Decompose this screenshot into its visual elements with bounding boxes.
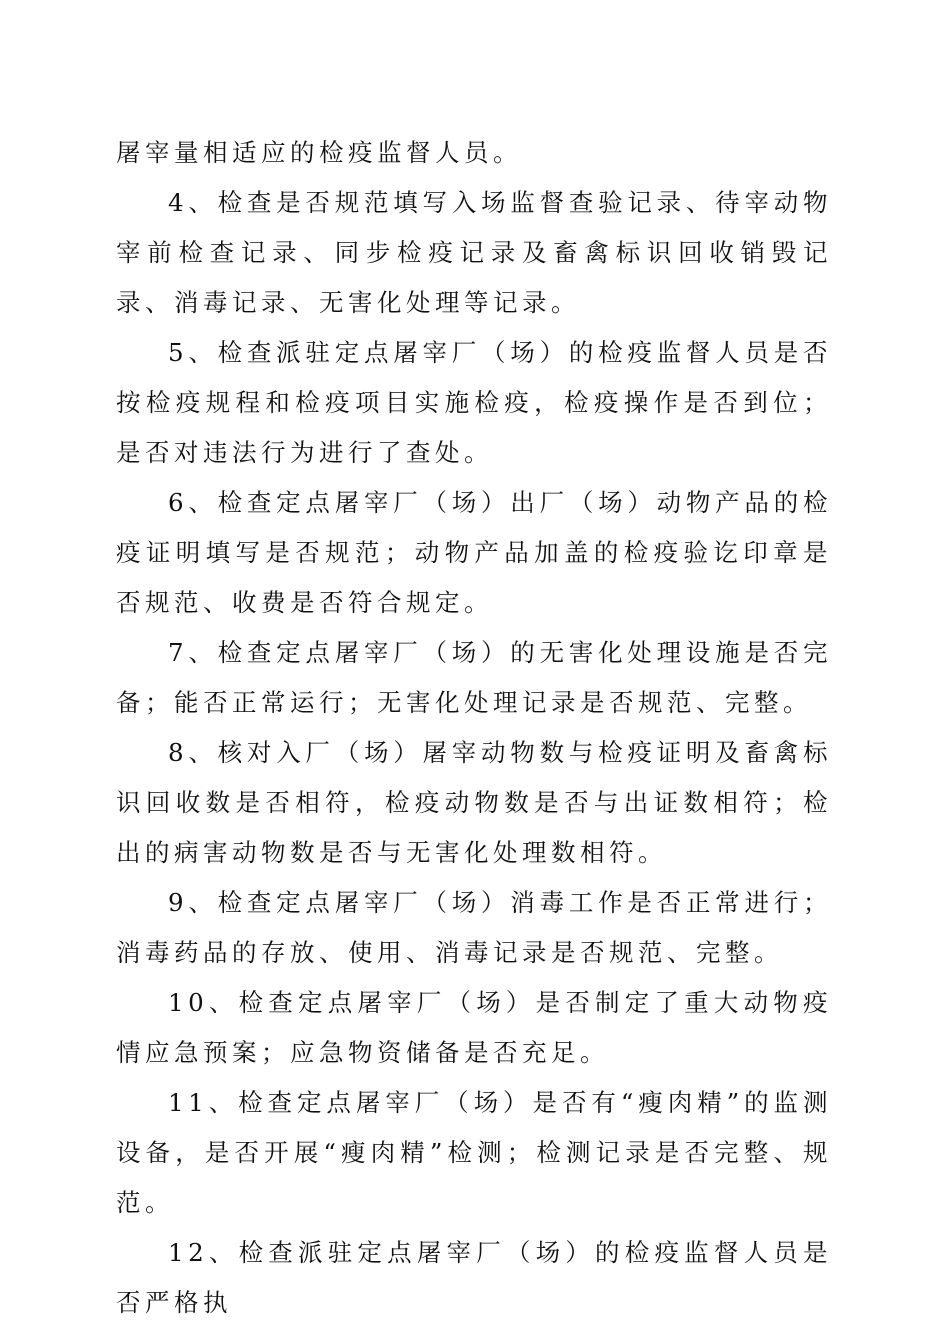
- paragraph-item-4: 4、检查是否规范填写入场监督查验记录、待宰动物宰前检查记录、同步检疫记录及畜禽标识回收销毁记录、消毒记录、无害化处理等记录。: [116, 188, 832, 317]
- paragraph-item-11: 11、检查定点屠宰厂（场）是否有“瘦肉精”的监测设备，是否开展“瘦肉精”检测；检测记录是否完整、规范。: [116, 1088, 832, 1217]
- document-body: [116, 128, 832, 1328]
- paragraph-continuation: 屠宰量相适应的检疫监督人员。: [116, 138, 522, 167]
- paragraph-item-5: 5、检查派驻定点屠宰厂（场）的检疫监督人员是否按检疫规程和检疫项目实施检疫，检疫操作是否到位；是否对违法行为进行了查处。: [116, 338, 832, 467]
- paragraph-item-7: 7、检查定点屠宰厂（场）的无害化处理设施是否完备；能否正常运行；无害化处理记录是否规范、完整。: [116, 638, 832, 717]
- paragraph-item-12: 12、检查派驻定点屠宰厂（场）的检疫监督人员是否严格执: [116, 1238, 832, 1317]
- paragraph-item-10: 10、检查定点屠宰厂（场）是否制定了重大动物疫情应急预案；应急物资储备是否充足。: [116, 988, 832, 1067]
- paragraph-item-8: 8、核对入厂（场）屠宰动物数与检疫证明及畜禽标识回收数是否相符，检疫动物数是否与出证数相符；检出的病害动物数是否与无害化处理数相符。: [116, 738, 832, 867]
- paragraph-item-6: 6、检查定点屠宰厂（场）出厂（场）动物产品的检疫证明填写是否规范；动物产品加盖的检疫验讫印章是否规范、收费是否符合规定。: [116, 488, 832, 617]
- paragraph-item-9: 9、检查定点屠宰厂（场）消毒工作是否正常进行；消毒药品的存放、使用、消毒记录是否规范、完整。: [116, 888, 832, 967]
